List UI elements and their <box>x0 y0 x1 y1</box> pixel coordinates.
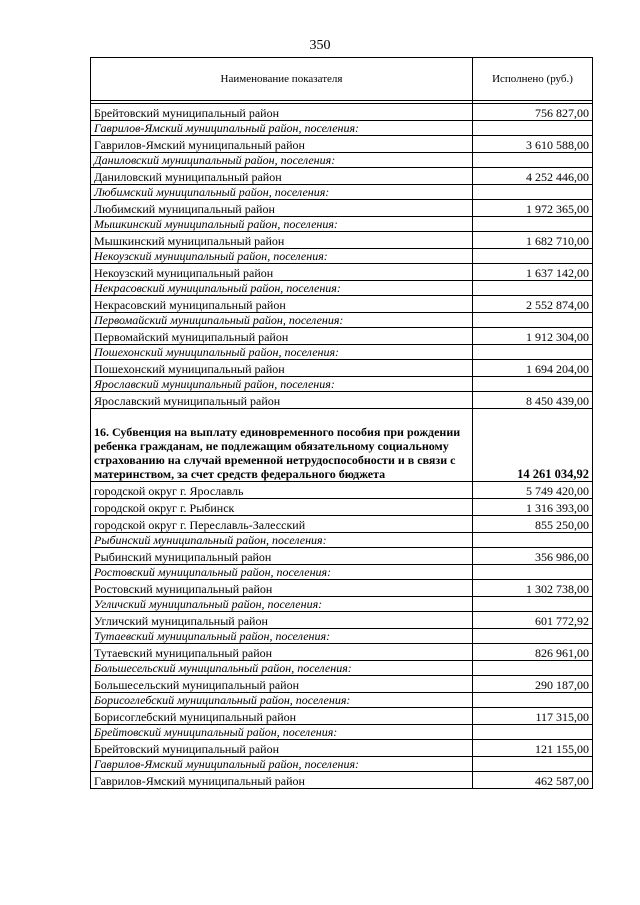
row-value <box>473 185 593 200</box>
table-row <box>91 136 593 153</box>
table-row <box>91 499 593 516</box>
row-value <box>473 757 593 772</box>
page-number: 350 <box>309 38 331 53</box>
row-name: Некоузский муниципальный район, поселения: <box>91 249 473 264</box>
subheader-row <box>91 693 593 708</box>
subheader-row <box>91 281 593 296</box>
header-executed-amount: Исполнено (руб.) <box>473 58 593 101</box>
table-row <box>91 200 593 217</box>
section-total-row <box>91 409 593 482</box>
subheader-row <box>91 533 593 548</box>
row-value: 462 587,00 <box>473 772 593 789</box>
table-row <box>91 772 593 789</box>
row-value <box>473 693 593 708</box>
table-row <box>91 676 593 693</box>
row-name: Гаврилов-Ямский муниципальный район, поселения: <box>91 121 473 136</box>
row-value: 1 316 393,00 <box>473 499 593 516</box>
row-name: Первомайский муниципальный район <box>91 328 473 345</box>
row-value <box>473 217 593 232</box>
row-value: 290 187,00 <box>473 676 593 693</box>
row-value <box>473 597 593 612</box>
subheader-row <box>91 121 593 136</box>
row-name: Рыбинский муниципальный район, поселения: <box>91 533 473 548</box>
row-name: Любимский муниципальный район <box>91 200 473 217</box>
row-value: 1 912 304,00 <box>473 328 593 345</box>
table-row <box>91 296 593 313</box>
row-value: 1 682 710,00 <box>473 232 593 249</box>
row-name: Большесельский муниципальный район <box>91 676 473 693</box>
row-name: Пошехонский муниципальный район, поселения: <box>91 345 473 360</box>
row-name: Ярославский муниципальный район <box>91 392 473 409</box>
row-name: городской округ г. Ярославль <box>91 482 473 499</box>
row-value: 826 961,00 <box>473 644 593 661</box>
row-value <box>473 345 593 360</box>
table-row <box>91 104 593 121</box>
subheader-row <box>91 249 593 264</box>
row-name: Ростовский муниципальный район, поселения: <box>91 565 473 580</box>
row-value <box>473 377 593 392</box>
table-row <box>91 482 593 499</box>
row-name: Пошехонский муниципальный район <box>91 360 473 377</box>
row-name: Некрасовский муниципальный район <box>91 296 473 313</box>
subheader-row <box>91 661 593 676</box>
row-value <box>473 629 593 644</box>
row-value <box>473 153 593 168</box>
row-value: 117 315,00 <box>473 708 593 725</box>
row-value: 1 972 365,00 <box>473 200 593 217</box>
row-value: 3 610 588,00 <box>473 136 593 153</box>
subheader-row <box>91 725 593 740</box>
row-name: Ярославский муниципальный район, поселения: <box>91 377 473 392</box>
subheader-row <box>91 629 593 644</box>
table-row <box>91 708 593 725</box>
row-name: Большесельский муниципальный район, поселения: <box>91 661 473 676</box>
row-value: 121 155,00 <box>473 740 593 757</box>
subheader-row <box>91 377 593 392</box>
table-row <box>91 580 593 597</box>
budget-table <box>90 57 593 789</box>
table-row <box>91 548 593 565</box>
row-value <box>473 313 593 328</box>
table-row <box>91 392 593 409</box>
row-value: 756 827,00 <box>473 104 593 121</box>
subheader-row <box>91 345 593 360</box>
row-value <box>473 121 593 136</box>
table-row <box>91 612 593 629</box>
row-name: Даниловский муниципальный район, поселения: <box>91 153 473 168</box>
row-value <box>473 533 593 548</box>
row-value: 356 986,00 <box>473 548 593 565</box>
table-row <box>91 516 593 533</box>
row-name: городской округ г. Переславль-Залесский <box>91 516 473 533</box>
row-value <box>473 661 593 676</box>
subheader-row <box>91 597 593 612</box>
row-name: Тутаевский муниципальный район, поселения: <box>91 629 473 644</box>
row-value: 5 749 420,00 <box>473 482 593 499</box>
row-name: Брейтовский муниципальный район, поселения: <box>91 725 473 740</box>
row-value: 855 250,00 <box>473 516 593 533</box>
subheader-row <box>91 217 593 232</box>
subheader-row <box>91 185 593 200</box>
row-value: 1 637 142,00 <box>473 264 593 281</box>
row-value: 14 261 034,92 <box>473 409 593 482</box>
row-name: Угличский муниципальный район <box>91 612 473 629</box>
table-row <box>91 740 593 757</box>
subheader-row <box>91 313 593 328</box>
table-body <box>91 104 593 789</box>
row-name: Рыбинский муниципальный район <box>91 548 473 565</box>
subheader-row <box>91 153 593 168</box>
row-value: 1 302 738,00 <box>473 580 593 597</box>
subheader-row <box>91 757 593 772</box>
table-row <box>91 644 593 661</box>
row-name: Некоузский муниципальный район <box>91 264 473 281</box>
row-value <box>473 281 593 296</box>
subheader-row <box>91 565 593 580</box>
row-value: 4 252 446,00 <box>473 168 593 185</box>
row-name: 16. Субвенция на выплату единовременного пособия при рождении ребенка гражданам, не подлежащим обязательному социальному страхованию на случай временной нетрудоспособности и в связи с материнством, за счет средств федерального бюджета <box>91 409 473 482</box>
row-value: 601 772,92 <box>473 612 593 629</box>
row-name: Гаврилов-Ямский муниципальный район <box>91 772 473 789</box>
row-name: Первомайский муниципальный район, поселения: <box>91 313 473 328</box>
row-value <box>473 725 593 740</box>
row-name: Борисоглебский муниципальный район <box>91 708 473 725</box>
table-row <box>91 264 593 281</box>
row-name: Брейтовский муниципальный район <box>91 104 473 121</box>
row-name: городской округ г. Рыбинск <box>91 499 473 516</box>
row-name: Мышкинский муниципальный район, поселения: <box>91 217 473 232</box>
table-row <box>91 168 593 185</box>
row-name: Даниловский муниципальный район <box>91 168 473 185</box>
table-row <box>91 328 593 345</box>
table-row <box>91 232 593 249</box>
row-name: Гаврилов-Ямский муниципальный район, поселения: <box>91 757 473 772</box>
row-name: Мышкинский муниципальный район <box>91 232 473 249</box>
row-name: Некрасовский муниципальный район, поселения: <box>91 281 473 296</box>
row-value: 2 552 874,00 <box>473 296 593 313</box>
row-name: Гаврилов-Ямский муниципальный район <box>91 136 473 153</box>
row-name: Брейтовский муниципальный район <box>91 740 473 757</box>
row-value: 8 450 439,00 <box>473 392 593 409</box>
row-name: Тутаевский муниципальный район <box>91 644 473 661</box>
table-header-row <box>91 58 593 101</box>
header-indicator-name: Наименование показателя <box>91 58 473 101</box>
row-name: Любимский муниципальный район, поселения: <box>91 185 473 200</box>
row-name: Борисоглебский муниципальный район, поселения: <box>91 693 473 708</box>
row-value <box>473 249 593 264</box>
row-value: 1 694 204,00 <box>473 360 593 377</box>
row-name: Угличский муниципальный район, поселения: <box>91 597 473 612</box>
table-row <box>91 360 593 377</box>
row-name: Ростовский муниципальный район <box>91 580 473 597</box>
row-value <box>473 565 593 580</box>
